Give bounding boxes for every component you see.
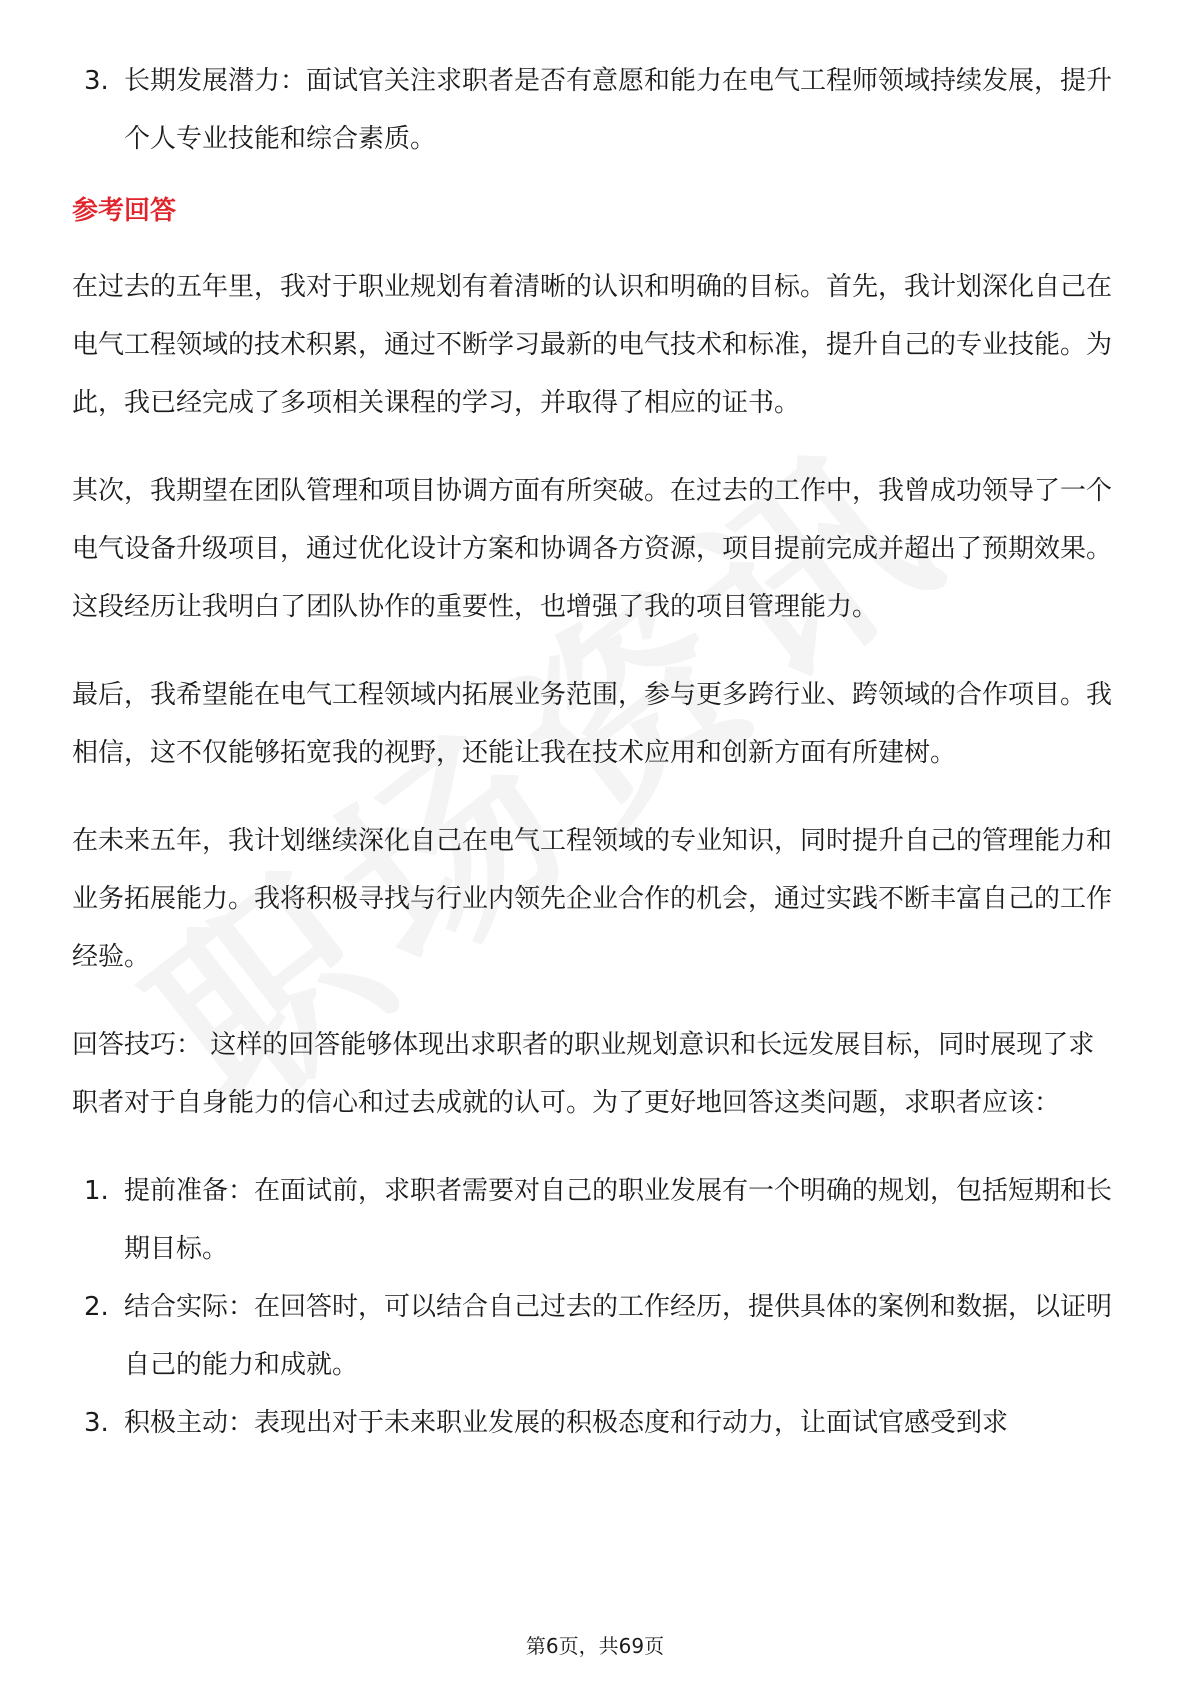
list-item	[72, 1162, 1118, 1278]
list-item	[72, 1394, 1118, 1452]
section-heading: 参考回答	[72, 196, 177, 226]
list-item	[72, 52, 1118, 168]
list-text: 积极主动：表现出对于未来职业发展的积极态度和行动力，让面试官感受到求	[124, 1408, 1009, 1438]
page-content	[72, 52, 1118, 1452]
list-item	[72, 1278, 1118, 1394]
list-text: 提前准备：在面试前，求职者需要对自己的职业发展有一个明确的规划，包括短期和长期目标。	[124, 1176, 1113, 1264]
list-number: 1.	[84, 1176, 109, 1206]
paragraph: 其次，我期望在团队管理和项目协调方面有所突破。在过去的工作中，我曾成功领导了一个电气设备升级项目，通过优化设计方案和协调各方资源，项目提前完成并超出了预期效果。这段经历让我明白了团队协作的重要性，也增强了我的项目管理能力。	[72, 476, 1113, 622]
paragraph: 在未来五年，我计划继续深化自己在电气工程领域的专业知识，同时提升自己的管理能力和业务拓展能力。我将积极寻找与行业内领先企业合作的机会，通过实践不断丰富自己的工作经验。	[72, 826, 1113, 972]
paragraph: 最后，我希望能在电气工程领域内拓展业务范围，参与更多跨行业、跨领域的合作项目。我相信，这不仅能够拓宽我的视野，还能让我在技术应用和创新方面有所建树。	[72, 680, 1113, 768]
paragraph: 在过去的五年里，我对于职业规划有着清晰的认识和明确的目标。首先，我计划深化自己在电气工程领域的技术积累，通过不断学习最新的电气技术和标准，提升自己的专业技能。为此，我已经完成了多项相关课程的学习，并取得了相应的证书。	[72, 272, 1113, 418]
page-number: 第6页，共69页	[525, 1634, 665, 1658]
list-text: 结合实际：在回答时，可以结合自己过去的工作经历，提供具体的案例和数据，以证明自己的能力和成就。	[124, 1292, 1113, 1380]
list-number: 2.	[84, 1292, 109, 1322]
list-number: 3.	[84, 66, 109, 96]
answer-tips-paragraph: 回答技巧： 这样的回答能够体现出求职者的职业规划意识和长远发展目标，同时展现了求职者对于自身能力的信心和过去成就的认可。为了更好地回答这类问题，求职者应该：	[72, 1030, 1095, 1118]
list-text: 长期发展潜力：面试官关注求职者是否有意愿和能力在电气工程师领域持续发展，提升个人专业技能和综合素质。	[124, 66, 1113, 154]
list-number: 3.	[84, 1408, 109, 1438]
